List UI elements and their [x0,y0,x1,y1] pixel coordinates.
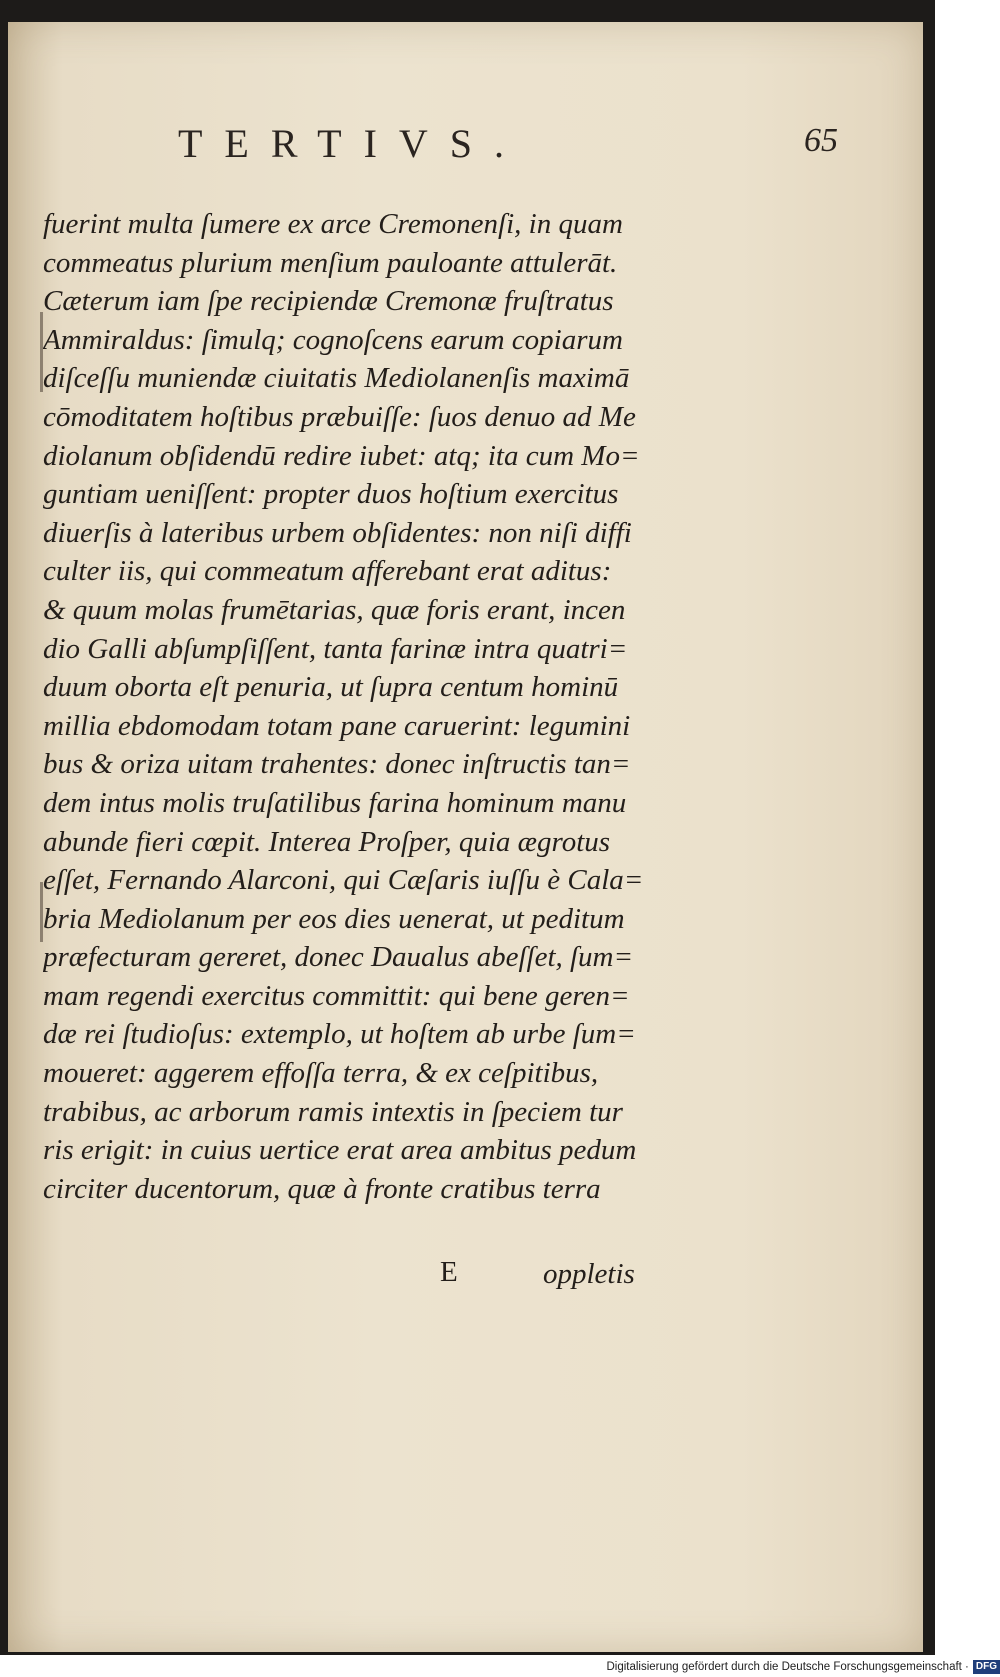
signature-mark: E [440,1256,458,1288]
text-line: cōmoditatem hoſtibus præbuiſſe: ſuos denuo ad Me [43,400,636,433]
text-line: mam regendi exercitus committit: qui bene geren= [43,979,630,1012]
text-line: diuerſis à lateribus urbem obſidentes: non niſi diffi [43,516,632,549]
text-line: Cæterum iam ſpe recipiendæ Cremonæ fruſtratus [43,285,614,318]
text-line: fuerint multa ſumere ex arce Cremonenſi, in quam [43,208,623,240]
book-page [8,22,923,1652]
text-line: trabibus, ac arborum ramis intextis in ſpeciem tur [43,1095,623,1128]
text-line: circiter ducentorum, quæ à fronte cratibus terra [43,1172,601,1205]
text-line: duum oborta eſt penuria, ut ſupra centum hominū [43,671,619,704]
text-line: præfecturam gereret, donec Daualus abeſſet, ſum= [43,941,634,974]
text-line: dio Galli abſumpſiſſent, tanta farinæ intra quatri= [43,632,628,665]
text-line: guntiam ueniſſent: propter duos hoſtium exercitus [43,478,619,511]
running-title: TERTIVS. [178,121,527,166]
text-line: abunde fieri cœpit. Interea Proſper, quia ægrotus [43,825,611,858]
credit-text: Digitalisierung gefördert durch die Deutsche Forschungsgemeinschaft · [606,1661,969,1673]
text-line: diolanum obſidendū redire iubet: atq; ita cum Mo= [43,439,640,472]
text-line: ris erigit: in cuius uertice erat area ambitus pedum [43,1134,637,1167]
text-line: dem intus molis truſatilibus farina hominum manu [43,786,627,819]
text-line: eſſet, Fernando Alarconi, qui Cæſaris iuſſu è Cala= [43,864,644,897]
text-line: moueret: aggerem effoſſa terra, & ex ceſpitibus, [43,1057,599,1090]
text-block [43,205,663,1208]
text-line: Ammiraldus: ſimulq; cognoſcens earum copiarum [43,323,623,356]
dfg-logo: DFG [973,1660,1000,1674]
page-header [178,120,838,180]
text-line: millia ebdomodam totam pane caruerint: legumini [43,709,631,742]
text-line: bria Mediolanum per eos dies uenerat, ut peditum [43,902,625,935]
catchword: oppletis [543,1258,635,1290]
text-line: dæ rei ſtudioſus: extemplo, ut hoſtem ab urbe ſum= [43,1018,636,1051]
page-number: 65 [804,122,838,159]
digitization-credit [560,1657,1000,1677]
text-line: diſceſſu muniendæ ciuitatis Mediolanenſis maximā [43,362,630,395]
text-line: bus & oriza uitam trahentes: donec inſtructis tan= [43,748,631,781]
text-line: culter iis, qui commeatum afferebant erat aditus: [43,555,612,588]
text-line: commeatus plurium menſium pauloante attulerāt. [43,246,618,279]
text-line: & quum molas frumētarias, quæ foris erant, incen [43,593,626,626]
